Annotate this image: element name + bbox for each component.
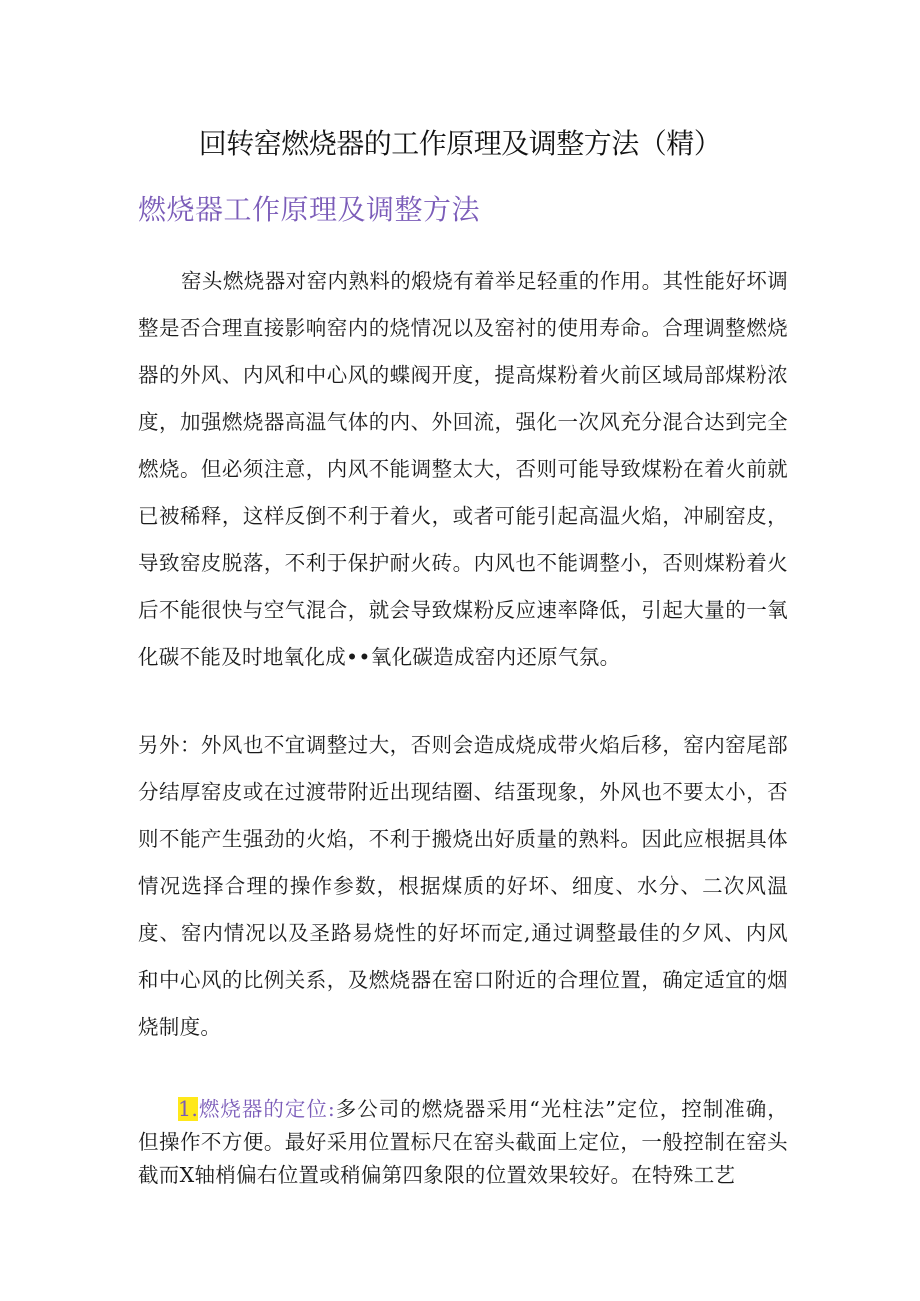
- list-item-positioning: [138, 1093, 788, 1192]
- item-label: 燃烧器的定位:: [198, 1097, 336, 1121]
- paragraph-outer-air: 另外：外风也不宜调整过大，否则会造成烧成带火焰后移，窑内窑尾部分结厚窑皮或在过渡带附近出现结圈、结蛋现象，外风也不要太小，否则不能产生强劲的火焰，不利于搬烧出好质量的熟料。因此应根据具体情况选择合理的操作参数，根据煤质的好坏、细度、水分、二次风温度、窑内情况以及圣路易烧性的好坏而定,通过调整最佳的夕风、内风和中心风的比例关系，及燃烧器在窑口附近的合理位置，确定适宜的烟烧制度。: [138, 733, 788, 1039]
- item-text: 多公司的燃烧器采用“光柱法”定位，控制准确，但操作不方便。最好采用位置标尺在窑头截面上定位，一般控制在窑头截而X轴梢偏右位置或稍偏第四象限的位置效果较好。在特殊工艺: [138, 1097, 788, 1187]
- document-title: 回转窑燃烧器的工作原理及调整方法（精）: [198, 127, 722, 160]
- item-number-highlight: 1.: [178, 1097, 199, 1121]
- paragraph-intro: 窑头燃烧器对窑内熟料的煅烧有着举足轻重的作用。其性能好坏调整是否合理直接影响窑内的烧情况以及窑衬的使用寿命。合理调整燃烧器的外风、内风和中心风的蝶阀开度，提高煤粉着火前区域局部煤粉浓度，加强燃烧器高温气体的内、外回流，强化一次风充分混合达到完全燃烧。但必须注意，内风不能调整太大，否则可能导致煤粉在着火前就已被稀释，这样反倒不利于着火，或者可能引起高温火焰，冲刷窑皮，导致窑皮脱落，不利于保护耐火砖。内风也不能调整小，否则煤粉着火后不能很快与空气混合，就会导致煤粉反应速率降低，引起大量的一氧化碳不能及时地氧化成••氧化碳造成窑内还原气氛。: [138, 269, 788, 669]
- section-heading: 燃烧器工作原理及调整方法: [138, 193, 481, 226]
